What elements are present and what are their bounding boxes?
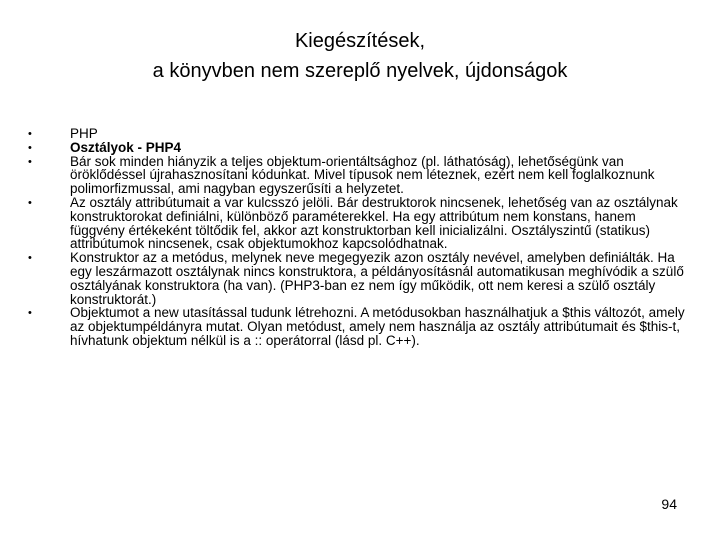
bullet-icon: •	[28, 141, 32, 154]
bullet-item-objects	[28, 306, 688, 347]
slide-title-line-2: a könyvben nem szereplő nyelvek, újdonságok	[152, 60, 568, 82]
bullet-icon: •	[28, 307, 32, 320]
bullet-item-php	[28, 127, 688, 141]
bullet-text: PHP	[70, 126, 98, 141]
bullet-icon: •	[28, 155, 32, 168]
slide-title-line-1: Kiegészítések,	[294, 30, 426, 52]
bullet-list	[28, 127, 688, 348]
bullet-text: Objektumot a new utasítással tudunk létrehozni. A metódusokban használhatjuk a $this változót, amely az objektumpéldányra mutat. Olyan metódust, amely nem használja az osztály attribútumait és $this-t, hívhatunk objektum nélkül is a :: operátorral (lásd pl. C++).	[70, 305, 685, 348]
bullet-icon: •	[28, 128, 32, 140]
slide-title	[60, 26, 660, 86]
bullet-icon: •	[28, 196, 32, 209]
bullet-item-constructor	[28, 251, 688, 306]
bullet-item-attributes	[28, 196, 688, 251]
bullet-item-oop	[28, 155, 688, 196]
bullet-text: Konstruktor az a metódus, melynek neve megegyezik azon osztály nevével, amelyben definiálták. Ha egy leszármazott osztálynak nincs konstruktora, a példányosításnál automatikusan meghívódik a szülő osztályának konstruktora (ha van). (PHP3-ban ez nem így működik, ott nem keresi a szülő osztály konstruktorát.)	[70, 250, 684, 307]
bullet-text: Bár sok minden hiányzik a teljes objektum-orientáltsághoz (pl. láthatóság), lehetőségünk van öröklődéssel újrahasznosítani kódunkat. Mivel típusok nem léteznek, ezért nem kell foglalkoznunk polimorfizmussal, ami nagyban egyszerűsíti a helyzetet.	[70, 153, 655, 197]
bullet-text: Osztályok - PHP4	[70, 139, 182, 155]
bullet-item-classes	[28, 141, 688, 155]
bullet-text: Az osztály attribútumait a var kulcsszó jelöli. Bár destruktorok nincsenek, lehetőség van az osztálynak konstruktorokat definiálni, különböző paraméterekkel. Ha egy attribútum nem konstans, hanem függvény értékeként töltődik fel, akkor azt konstruktorban kell inicializálni. Osztályszintű (statikus) attribútumok nincsenek, csak objektumokhoz kapcsolódhatnak.	[70, 194, 678, 252]
bullet-icon: •	[28, 252, 32, 265]
page-number: 94	[661, 496, 677, 512]
